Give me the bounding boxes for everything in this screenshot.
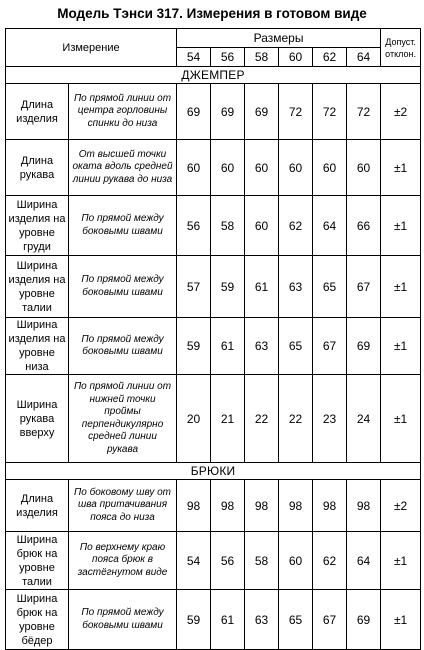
size-value-58: 63 — [245, 318, 279, 375]
table-row — [6, 84, 421, 140]
size-header-54: 54 — [177, 48, 211, 67]
measurement-name: Длина изделия — [6, 84, 69, 140]
size-value-62: 67 — [313, 590, 347, 650]
size-value-64: 66 — [347, 196, 381, 256]
size-value-54: 20 — [177, 375, 211, 463]
tolerance-value: ±1 — [381, 532, 421, 590]
size-value-54: 69 — [177, 84, 211, 140]
table-row — [6, 375, 421, 463]
size-value-64: 60 — [347, 140, 381, 196]
size-value-56: 58 — [211, 196, 245, 256]
measurement-description: По прямой между боковыми швами — [69, 256, 177, 318]
size-value-58: 60 — [245, 140, 279, 196]
size-value-56: 59 — [211, 256, 245, 318]
measurement-description: По прямой линии от нижней точки проймы перпендикулярно средней линии рукава — [69, 375, 177, 463]
tolerance-value: ±2 — [381, 84, 421, 140]
tolerance-value: ±2 — [381, 480, 421, 532]
tolerance-value: ±1 — [381, 256, 421, 318]
size-value-62: 62 — [313, 532, 347, 590]
size-value-60: 60 — [279, 532, 313, 590]
size-value-62: 23 — [313, 375, 347, 463]
size-value-54: 57 — [177, 256, 211, 318]
section-row — [6, 463, 421, 480]
table-row — [6, 256, 421, 318]
size-value-56: 60 — [211, 140, 245, 196]
size-value-60: 62 — [279, 196, 313, 256]
size-value-56: 98 — [211, 480, 245, 532]
measurement-description: По боковому шву от шва притачивания пояса до низа — [69, 480, 177, 532]
measurement-name: Ширина изделия на уровне талии — [6, 256, 69, 318]
measurement-name: Ширина брюк на уровне талии — [6, 532, 69, 590]
measurement-name: Ширина изделия на уровне груди — [6, 196, 69, 256]
header-measurement: Измерение — [6, 29, 177, 67]
size-value-60: 72 — [279, 84, 313, 140]
size-value-60: 22 — [279, 375, 313, 463]
page-title: Модель Тэнси 317. Измерения в готовом виде — [57, 6, 367, 21]
size-value-60: 65 — [279, 590, 313, 650]
size-value-54: 56 — [177, 196, 211, 256]
size-header-60: 60 — [279, 48, 313, 67]
size-value-58: 69 — [245, 84, 279, 140]
size-value-62: 60 — [313, 140, 347, 196]
size-value-56: 56 — [211, 532, 245, 590]
table-row — [6, 532, 421, 590]
section-row — [6, 67, 421, 84]
section-title: ДЖЕМПЕР — [6, 67, 421, 84]
measurement-description: От высшей точки оката вдоль средней линии рукава до низа — [69, 140, 177, 196]
size-value-54: 54 — [177, 532, 211, 590]
size-value-62: 67 — [313, 318, 347, 375]
measurement-description: По прямой между боковыми швами — [69, 318, 177, 375]
table-row — [6, 590, 421, 650]
size-value-62: 65 — [313, 256, 347, 318]
size-value-58: 22 — [245, 375, 279, 463]
size-value-54: 59 — [177, 590, 211, 650]
size-value-64: 69 — [347, 590, 381, 650]
size-value-64: 69 — [347, 318, 381, 375]
measurements-table — [5, 28, 421, 650]
size-value-64: 98 — [347, 480, 381, 532]
measurement-description: По прямой между боковыми швами — [69, 196, 177, 256]
table-row — [6, 140, 421, 196]
size-value-54: 59 — [177, 318, 211, 375]
size-value-58: 58 — [245, 532, 279, 590]
size-header-56: 56 — [211, 48, 245, 67]
tolerance-value: ±1 — [381, 590, 421, 650]
header-tolerance-line1: Допуст. — [385, 36, 416, 47]
size-value-64: 24 — [347, 375, 381, 463]
measurement-name: Длина рукава — [6, 140, 69, 196]
measurement-description: По верхнему краю пояса брюк в застёгнутом виде — [69, 532, 177, 590]
size-value-54: 98 — [177, 480, 211, 532]
size-value-56: 61 — [211, 590, 245, 650]
size-value-58: 60 — [245, 196, 279, 256]
tolerance-value: ±1 — [381, 375, 421, 463]
table-row — [6, 318, 421, 375]
tolerance-value: ±1 — [381, 318, 421, 375]
size-value-62: 72 — [313, 84, 347, 140]
table-body — [6, 67, 421, 650]
measurement-description: По прямой линии от центра горловины спинки до низа — [69, 84, 177, 140]
measurement-name: Ширина рукава вверху — [6, 375, 69, 463]
tolerance-value: ±1 — [381, 196, 421, 256]
header-tolerance-line2: отклон. — [385, 48, 416, 59]
measurement-name: Ширина изделия на уровне низа — [6, 318, 69, 375]
size-value-64: 67 — [347, 256, 381, 318]
size-value-58: 98 — [245, 480, 279, 532]
size-value-56: 69 — [211, 84, 245, 140]
size-value-60: 98 — [279, 480, 313, 532]
size-header-58: 58 — [245, 48, 279, 67]
size-value-54: 60 — [177, 140, 211, 196]
size-value-64: 72 — [347, 84, 381, 140]
size-value-64: 64 — [347, 532, 381, 590]
size-value-56: 21 — [211, 375, 245, 463]
measurement-description: По прямой между боковыми швами — [69, 590, 177, 650]
size-value-60: 60 — [279, 140, 313, 196]
tolerance-value: ±1 — [381, 140, 421, 196]
size-value-58: 61 — [245, 256, 279, 318]
size-value-60: 65 — [279, 318, 313, 375]
measurement-name: Ширина брюк на уровне бёдер — [6, 590, 69, 650]
table-row — [6, 480, 421, 532]
header-sizes: Размеры — [177, 29, 381, 48]
header-tolerance — [381, 29, 421, 67]
size-value-56: 61 — [211, 318, 245, 375]
size-value-60: 63 — [279, 256, 313, 318]
size-value-62: 98 — [313, 480, 347, 532]
table-row — [6, 196, 421, 256]
size-value-62: 64 — [313, 196, 347, 256]
section-title: БРЮКИ — [6, 463, 421, 480]
measurement-name: Длина изделия — [6, 480, 69, 532]
size-header-64: 64 — [347, 48, 381, 67]
size-header-62: 62 — [313, 48, 347, 67]
size-value-58: 63 — [245, 590, 279, 650]
